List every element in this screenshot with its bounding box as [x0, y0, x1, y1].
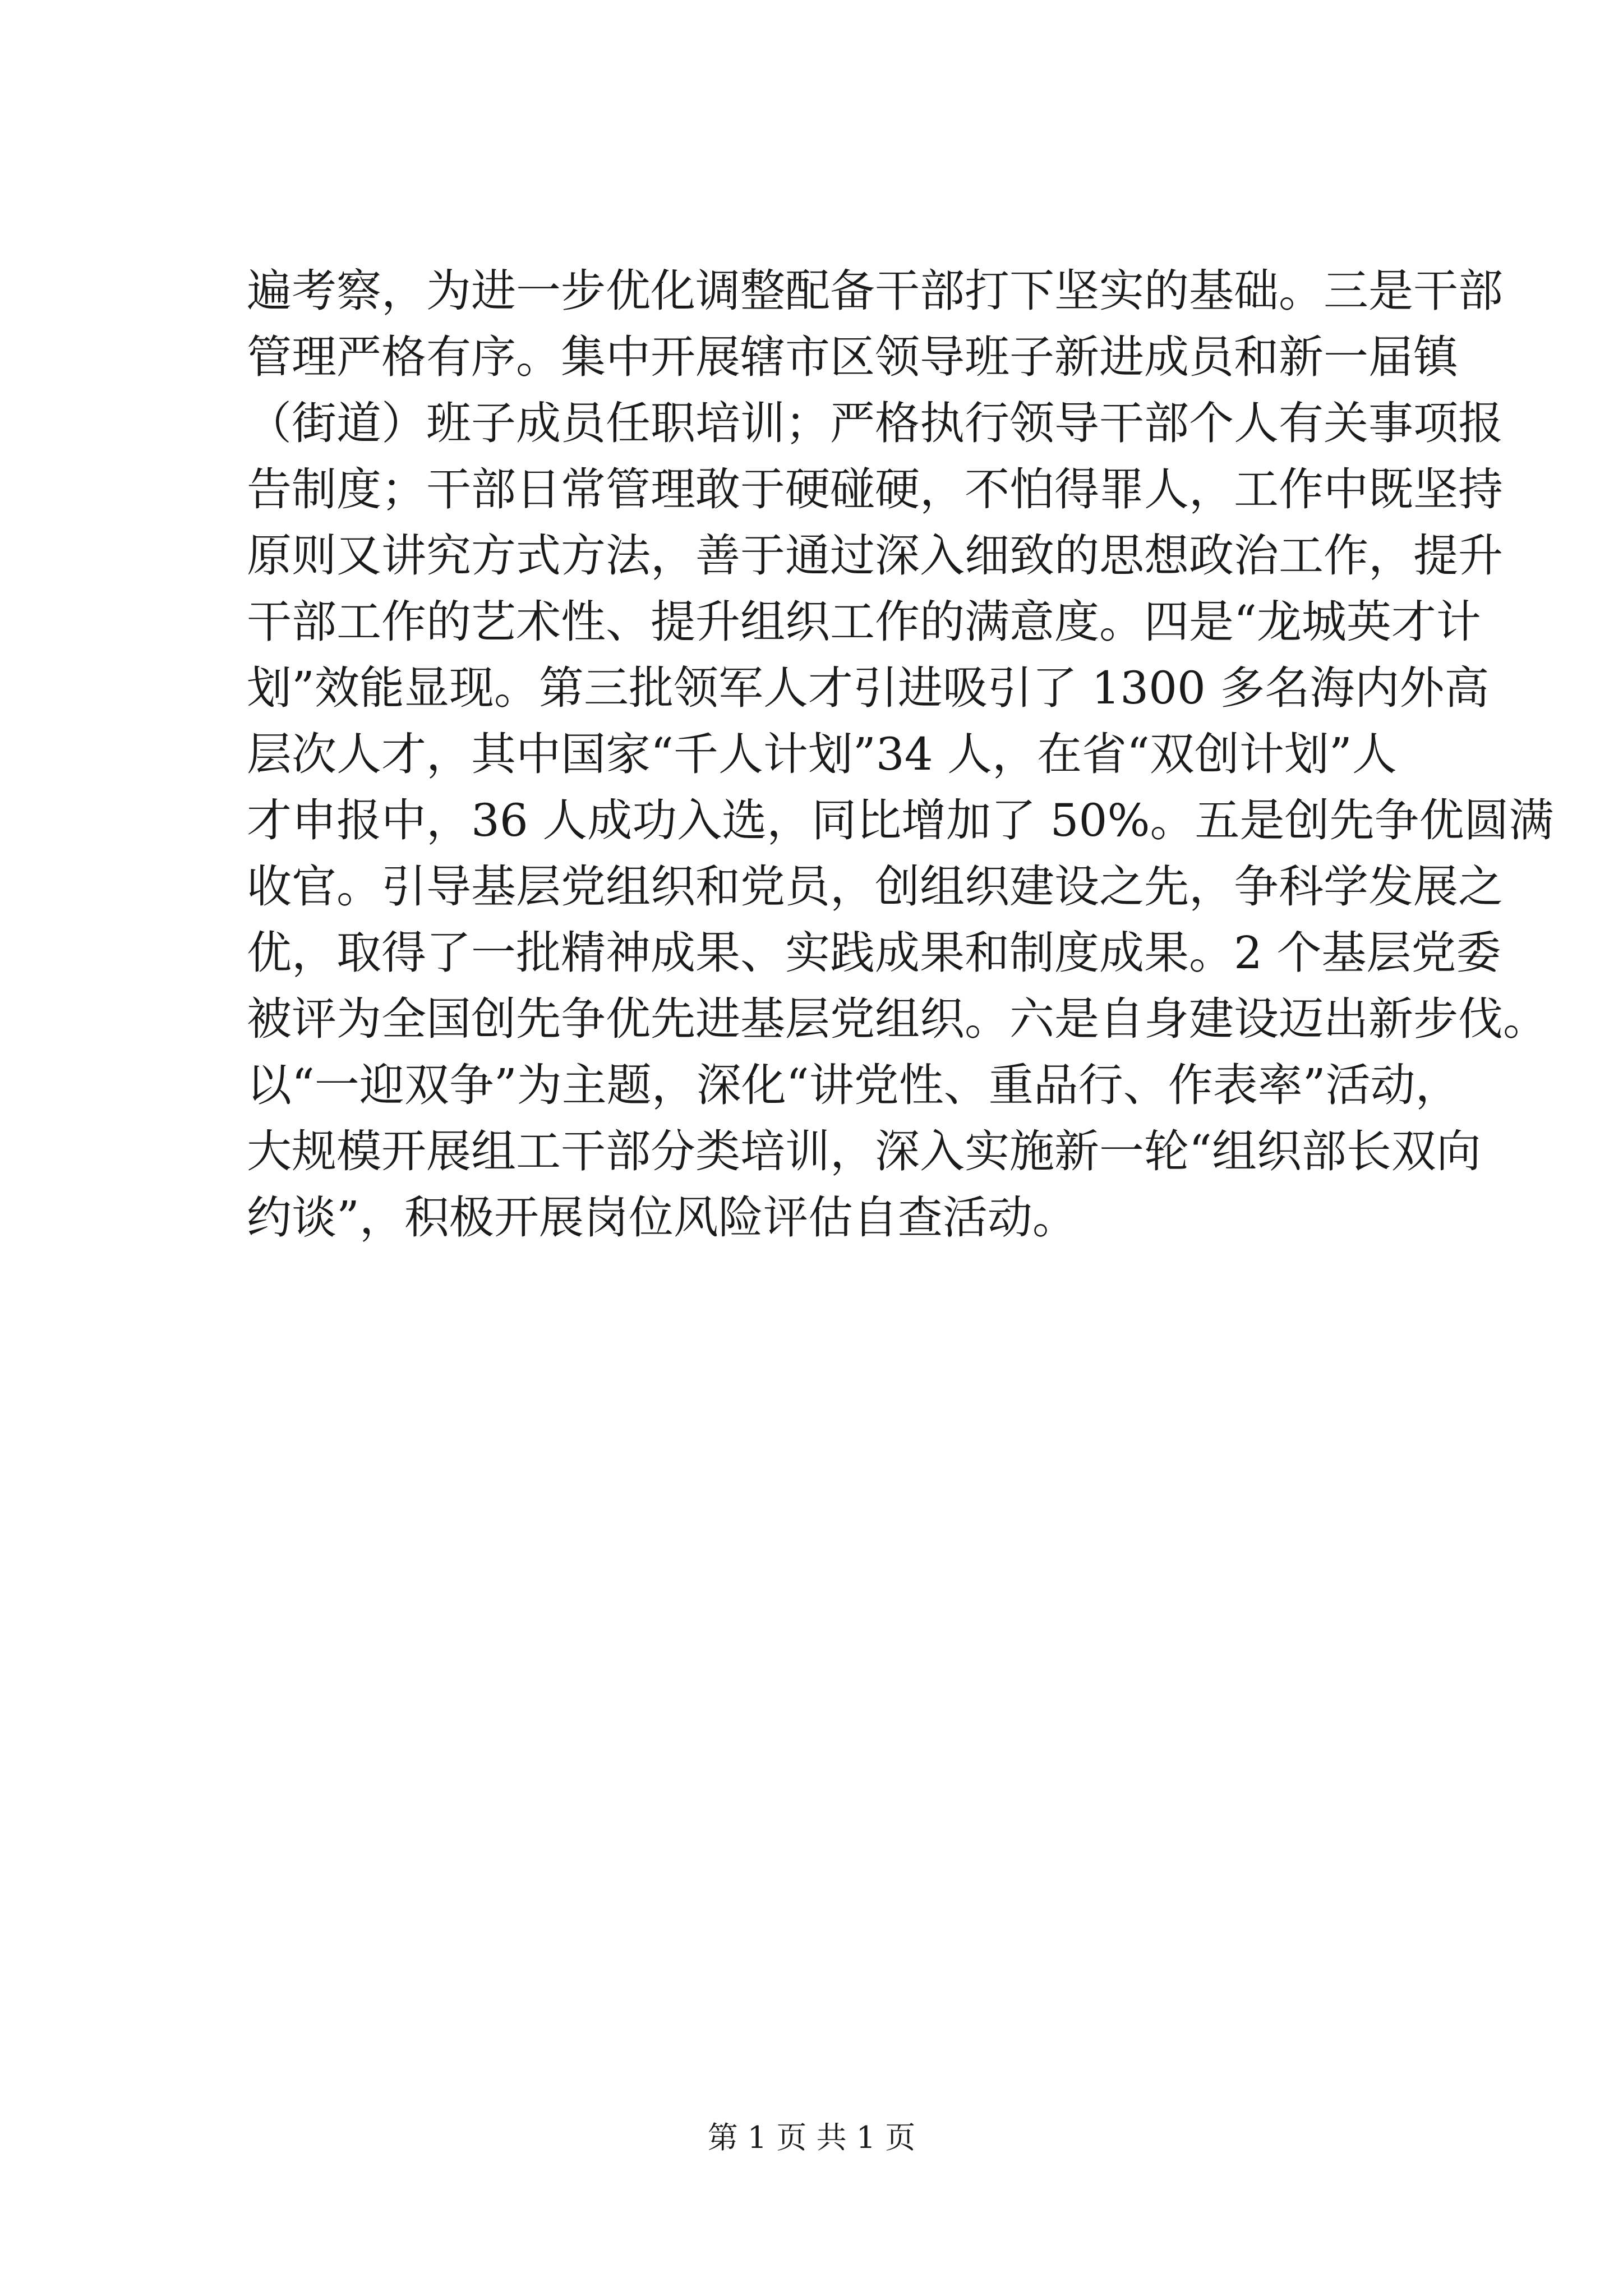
text-line-13: 以“一迎双争”为主题，深化“讲党性、重品行、作表率”活动，: [247, 1059, 1460, 1111]
text-line-15: 约谈”，积极开展岗位风险评估自查活动。: [247, 1191, 1077, 1244]
text-line-4: 告制度；干部日常管理敢于硬碰硬，不怕得罪人，工作中既坚持: [247, 463, 1503, 516]
body-paragraph: [247, 258, 1554, 1251]
text-line-1: 遍考察，为进一步优化调整配备干部打下坚实的基础。三是干部: [247, 265, 1503, 317]
text-line-11: 优，取得了一批精神成果、实践成果和制度成果。2 个基层党委: [247, 927, 1501, 979]
text-line-14: 大规模开展组工干部分类培训，深入实施新一轮“组织部长双向: [247, 1125, 1481, 1177]
page-footer: [0, 2118, 1623, 2157]
page-number-label: 第 1 页 共 1 页: [707, 2120, 916, 2155]
text-line-10: 收官。引导基层党组织和党员，创组织建设之先，争科学发展之: [247, 861, 1503, 913]
text-line-6: 干部工作的艺术性、提升组织工作的满意度。四是“龙城英才计: [247, 596, 1481, 648]
text-line-5: 原则又讲究方式方法，善于通过深入细致的思想政治工作，提升: [247, 530, 1503, 582]
text-line-2: 管理严格有序。集中开展辖市区领导班子新进成员和新一届镇: [247, 331, 1458, 383]
text-line-8: 层次人才，其中国家“千人计划”34 人，在省“双创计划”人: [247, 728, 1397, 780]
text-line-9: 才申报中，36 人成功入选，同比增加了 50%。五是创先争优圆满: [247, 794, 1554, 846]
text-line-7: 划”效能显现。第三批领军人才引进吸引了 1300 多名海内外高: [247, 662, 1490, 714]
text-line-12: 被评为全国创先争优先进基层党组织。六是自身建设迈出新步伐。: [247, 993, 1548, 1045]
text-line-3: （街道）班子成员任职培训；严格执行领导干部个人有关事项报: [247, 397, 1503, 449]
